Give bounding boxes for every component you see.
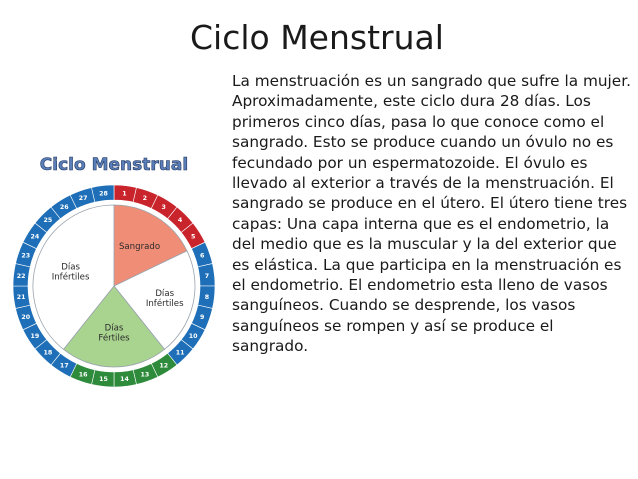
- slide-title: Ciclo Menstrual: [190, 18, 444, 57]
- day-number: 22: [16, 272, 26, 280]
- day-number: 23: [21, 252, 31, 260]
- phase-label: Infértiles: [51, 272, 90, 283]
- phase-label: Sangrado: [118, 241, 161, 252]
- diagram-title: Ciclo Menstrual: [39, 155, 189, 175]
- day-number: 24: [30, 233, 40, 241]
- day-number: 18: [43, 349, 53, 357]
- phase-label: Infértiles: [145, 299, 184, 310]
- day-number: 14: [120, 376, 129, 384]
- phase-label: Días: [61, 262, 80, 273]
- day-number: 2: [142, 195, 148, 203]
- phase-label: Fértiles: [98, 333, 130, 344]
- day-number: 16: [78, 371, 88, 379]
- day-number: 25: [43, 217, 53, 225]
- day-number: 10: [188, 333, 198, 341]
- day-number: 8: [204, 293, 210, 301]
- day-number: 21: [16, 293, 26, 301]
- day-number: 12: [159, 362, 169, 370]
- day-number: 3: [161, 204, 166, 212]
- phase-label: Días: [104, 323, 124, 334]
- day-number: 7: [204, 272, 210, 280]
- day-number: 27: [78, 195, 88, 203]
- day-number: 9: [200, 314, 205, 322]
- day-number: 1: [122, 190, 127, 198]
- day-number: 26: [59, 204, 69, 212]
- body-paragraph: La menstruación es un sangrado que sufre la mujer. Aproximadamente, este ciclo dura 28 días. Los primeros cinco días, pasa lo que conoce como el sangrado. Esto se produce cuando un óvulo no es fecundado por un espermatozoide. El óvulo es llevado al exterior a través de la menstruación. El sangrado se produce en el útero. El útero tiene tres capas: Una capa interna que es el endometrio, la del medio que es la muscular y la del exterior que es elástica. La que participa en la menstruación es el endometrio. El endometrio esta lleno de vasos sanguíneos. Cuando se desprende, los vasos sanguíneos se rompen y así se produce el sangrado.: [232, 72, 631, 356]
- menstrual-cycle-diagram: [2, 148, 227, 393]
- day-number: 5: [190, 233, 196, 241]
- day-number: 4: [177, 217, 183, 225]
- day-number: 13: [140, 371, 150, 379]
- phase-label: Días: [155, 289, 175, 300]
- day-number: 11: [175, 349, 185, 357]
- day-number: 17: [59, 362, 69, 370]
- day-number: 19: [30, 333, 40, 341]
- day-number: 6: [200, 252, 205, 260]
- day-number: 28: [99, 190, 108, 198]
- day-number: 15: [99, 376, 108, 384]
- day-number: 20: [21, 314, 31, 322]
